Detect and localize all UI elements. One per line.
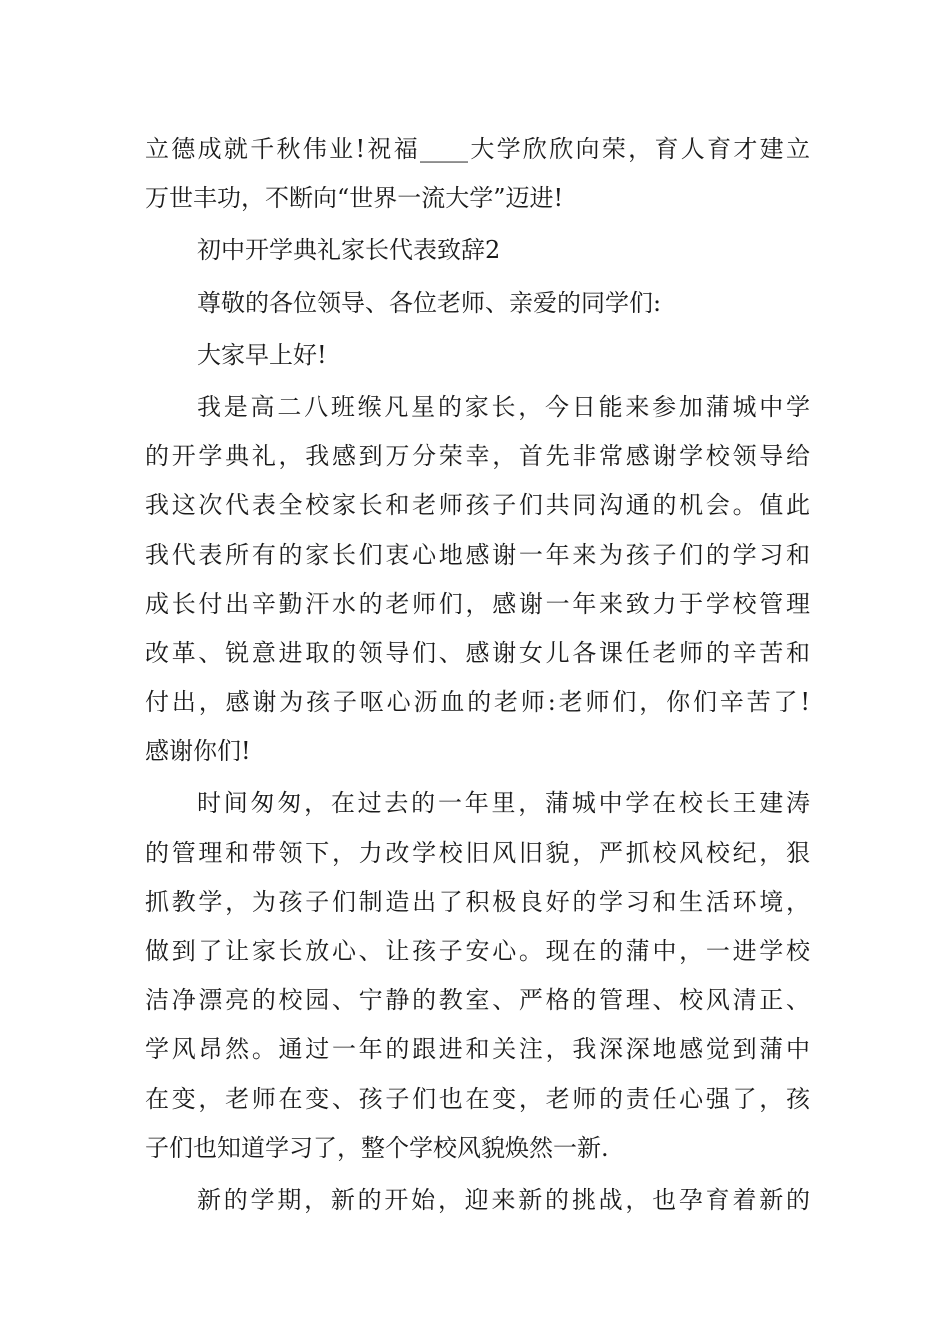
text-line: 立德成就千秋伟业!祝福____大学欣欣向荣，育人育才建立: [145, 135, 810, 163]
text-line: 的管理和带领下，力改学校旧风旧貌，严抓校风校纪，狠: [145, 838, 810, 867]
paragraph-continuation: [145, 125, 810, 223]
salutation: [145, 279, 810, 328]
text-line: 学风昂然。通过一年的跟进和关注，我深深地感觉到蒲中: [145, 1035, 810, 1064]
text-line: 子们也知道学习了，整个学校风貌焕然一新.: [145, 1133, 609, 1162]
text-line: 在变，老师在变、孩子们也在变，老师的责任心强了，孩: [145, 1084, 810, 1113]
text-line: 新的学期，新的开始，迎来新的挑战，也孕育着新的: [197, 1185, 810, 1214]
text-line: 尊敬的各位领导、各位老师、亲爱的同学们:: [197, 288, 662, 317]
text-line: 成长付出辛勤汗水的老师们，感谢一年来致力于学校管理: [145, 589, 810, 618]
text-line: 的开学典礼，我感到万分荣幸，首先非常感谢学校领导给: [145, 442, 810, 471]
text-line: 改革、锐意进取的领导们、感谢女儿各课任老师的辛苦和: [145, 638, 810, 667]
greeting: [145, 331, 810, 380]
text-line: 时间匆匆，在过去的一年里，蒲城中学在校长王建涛: [197, 789, 810, 818]
text-line: 大家早上好!: [197, 340, 327, 369]
text-line: 我是高二八班缑凡星的家长，今日能来参加蒲城中学: [197, 392, 810, 421]
section-heading: [145, 226, 810, 275]
paragraph-introduction: [145, 383, 810, 777]
paragraph-new-semester: [145, 1176, 810, 1225]
text-line: 抓教学，为孩子们制造出了积极良好的学习和生活环境，: [145, 887, 810, 916]
text-line: 万世丰功，不断向“世界一流大学”迈进!: [145, 184, 564, 213]
text-line: 感谢你们!: [145, 737, 251, 766]
text-line: 我代表所有的家长们衷心地感谢一年来为孩子们的学习和: [145, 540, 810, 569]
document-page: [145, 125, 810, 1225]
text-line: 洁净漂亮的校园、宁静的教室、严格的管理、校风清正、: [145, 986, 810, 1015]
heading-line: 初中开学典礼家长代表致辞2: [197, 236, 501, 265]
text-line: 做到了让家长放心、让孩子安心。现在的蒲中，一进学校: [145, 937, 810, 965]
paragraph-past-year: [145, 779, 810, 1173]
text-line: 我这次代表全校家长和老师孩子们共同沟通的机会。值此: [145, 491, 810, 520]
text-line: 付出，感谢为孩子呕心沥血的老师:老师们，你们辛苦了!: [145, 688, 810, 717]
